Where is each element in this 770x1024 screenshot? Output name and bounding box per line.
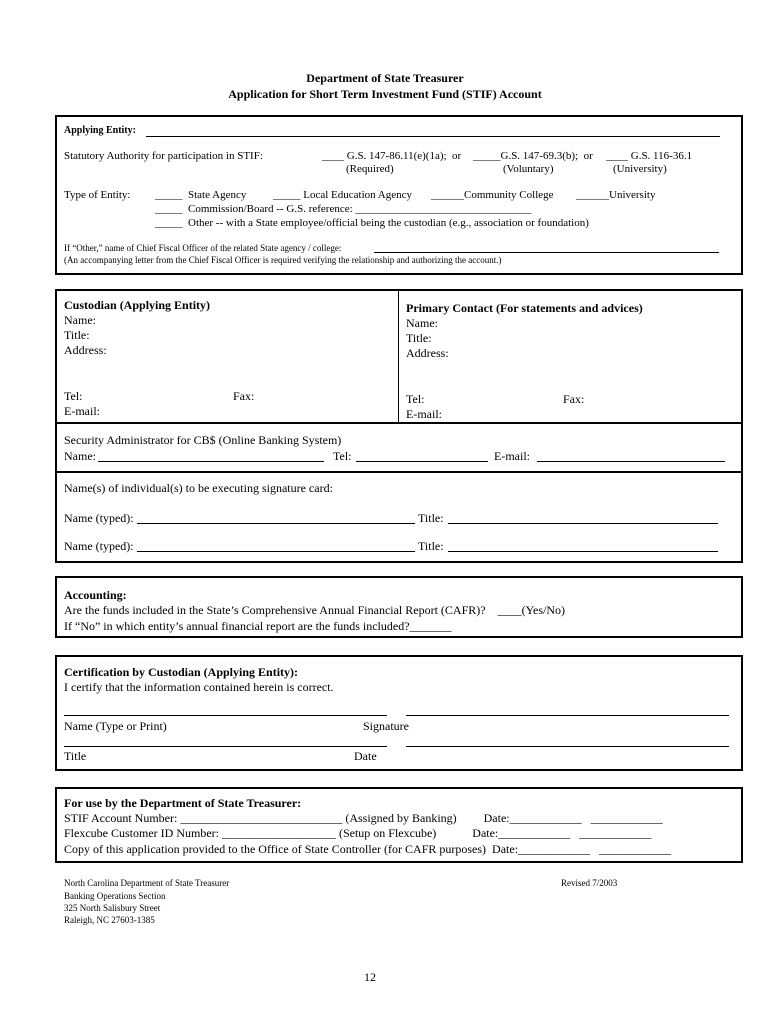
footer-address-2: Banking Operations Section: [64, 891, 166, 901]
security-admin-name-field[interactable]: [98, 461, 324, 462]
gs-147-69[interactable]: _____G.S. 147-69.3(b); or: [473, 150, 593, 162]
security-admin-email-label: E-mail:: [494, 449, 530, 463]
signature-card-title: Name(s) of individual(s) to be executing signature card:: [64, 481, 333, 495]
signature-title-2-label: Title:: [418, 539, 444, 553]
signature-title-1-field[interactable]: [448, 523, 718, 524]
primary-contact-address[interactable]: Address:: [406, 346, 449, 360]
flexcube-id-line[interactable]: Flexcube Customer ID Number: ___________________ (Setup on Flexcube) Date:____________ ____________: [64, 826, 652, 840]
accounting-cafr-question[interactable]: Are the funds included in the State’s Comprehensive Annual Financial Report (CAFR)? ____(Yes/No): [64, 603, 566, 617]
custodian-email[interactable]: E-mail:: [64, 404, 100, 418]
security-admin-name-label: Name:: [64, 449, 96, 463]
divider-signature: [56, 471, 742, 473]
signature-name-2-field[interactable]: [137, 551, 415, 552]
header-subtitle: Application for Short Term Investment Fund (STIF) Account: [228, 87, 542, 101]
custodian-address[interactable]: Address:: [64, 343, 107, 357]
primary-contact-tel[interactable]: Tel:: [406, 392, 425, 406]
gs-116-36[interactable]: ____ G.S. 116-36.1: [606, 150, 693, 162]
primary-contact-email[interactable]: E-mail:: [406, 407, 442, 421]
divider-security: [56, 422, 742, 424]
primary-contact-fax[interactable]: Fax:: [563, 392, 585, 406]
gs-147-86[interactable]: ____ G.S. 147-86.11(e)(1a); or: [322, 150, 462, 162]
stif-account-number-line[interactable]: STIF Account Number: ___________________________ (Assigned by Banking) Date:____________ ____________: [64, 811, 663, 825]
applying-entity-field[interactable]: [146, 136, 720, 137]
certification-name-field[interactable]: [64, 715, 387, 716]
revised-date: Revised 7/2003: [561, 878, 618, 888]
certification-date-field[interactable]: [406, 746, 729, 747]
security-admin-email-field[interactable]: [537, 461, 725, 462]
footer-address-1: North Carolina Department of State Treasurer: [64, 878, 230, 888]
footer-address-4: Raleigh, NC 27603-1385: [64, 915, 155, 925]
commission-option[interactable]: _____ Commission/Board -- G.S. reference: ________________________________: [155, 203, 532, 215]
certification-title-field[interactable]: [64, 746, 387, 747]
header-title: Department of State Treasurer: [306, 71, 464, 85]
custodian-name[interactable]: Name:: [64, 313, 96, 327]
state-agency-option[interactable]: _____ State Agency: [155, 189, 247, 201]
certification-signature-field[interactable]: [406, 715, 729, 716]
signature-title-2-field[interactable]: [448, 551, 718, 552]
university-option[interactable]: ______University: [576, 189, 656, 201]
certification-name-label: Name (Type or Print): [64, 719, 167, 733]
security-admin-title: Security Administrator for CB$ (Online Banking System): [64, 433, 342, 447]
custodian-tel[interactable]: Tel:: [64, 389, 83, 403]
signature-title-1-label: Title:: [418, 511, 444, 525]
accounting-report-question[interactable]: If “No” in which entity’s annual financial report are the funds included?_______: [64, 619, 452, 633]
footer-address-3: 325 North Salisbury Street: [64, 903, 161, 913]
department-use-title: For use by the Department of State Treasurer:: [64, 796, 302, 810]
security-admin-tel-label: Tel:: [333, 449, 352, 463]
accounting-title: Accounting:: [64, 588, 127, 602]
page-number: 12: [364, 970, 376, 984]
local-education-option[interactable]: _____ Local Education Agency: [273, 189, 412, 201]
certification-title: Certification by Custodian (Applying Entity):: [64, 665, 299, 679]
osc-copy-line[interactable]: Copy of this application provided to the Office of State Controller (for CAFR purposes) Date:____________ ____________: [64, 842, 672, 856]
university-note: (University): [613, 163, 667, 175]
certification-date-label: Date: [354, 749, 377, 763]
type-of-entity-label: Type of Entity:: [64, 189, 131, 201]
custodian-section: [55, 289, 743, 563]
applying-entity-label: Applying Entity:: [64, 125, 136, 136]
other-cfo-label: If “Other,” name of Chief Fiscal Officer of the related State agency / college:: [64, 243, 342, 253]
signature-name-2-label: Name (typed):: [64, 539, 134, 553]
certification-title-label: Title: [64, 749, 87, 763]
community-college-option[interactable]: ______Community College: [431, 189, 554, 201]
primary-contact-title: Primary Contact (For statements and advices): [406, 301, 643, 315]
custodian-divider: [398, 290, 399, 422]
signature-name-1-field[interactable]: [137, 523, 415, 524]
other-cfo-field[interactable]: [374, 252, 719, 253]
custodian-fax[interactable]: Fax:: [233, 389, 255, 403]
certification-statement: I certify that the information contained herein is correct.: [64, 680, 334, 694]
statutory-label: Statutory Authority for participation in STIF:: [64, 150, 263, 162]
primary-contact-title-field[interactable]: Title:: [406, 331, 432, 345]
custodian-title: Custodian (Applying Entity): [64, 298, 211, 312]
voluntary-note: (Voluntary): [503, 163, 554, 175]
security-admin-tel-field[interactable]: [356, 461, 488, 462]
certification-signature-label: Signature: [363, 719, 409, 733]
required-note: (Required): [346, 163, 394, 175]
other-option[interactable]: _____ Other -- with a State employee/official being the custodian (e.g., association or foundation): [155, 217, 589, 229]
signature-name-1-label: Name (typed):: [64, 511, 134, 525]
primary-contact-name[interactable]: Name:: [406, 316, 438, 330]
cfo-letter-note: (An accompanying letter from the Chief Fiscal Officer is required verifying the relationship and authorizing the account.): [64, 255, 502, 265]
custodian-title-field[interactable]: Title:: [64, 328, 90, 342]
